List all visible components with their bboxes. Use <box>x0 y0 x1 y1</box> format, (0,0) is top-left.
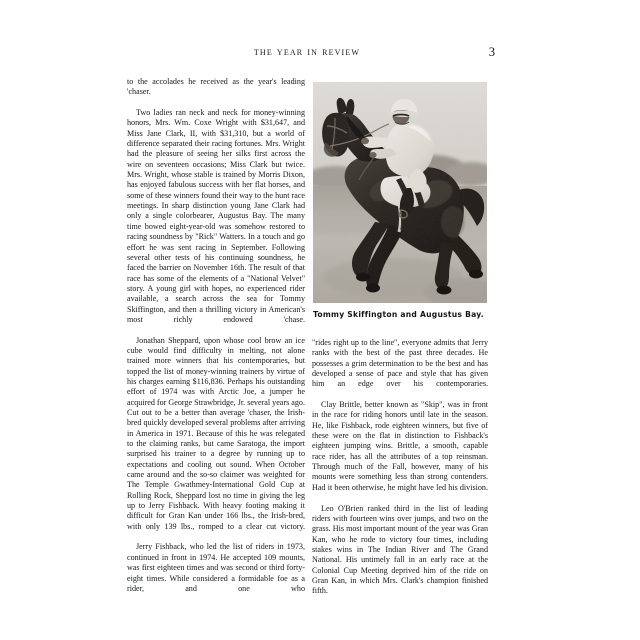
running-head <box>127 45 495 64</box>
photo-caption: Tommy Skiffington and Augustus Bay. <box>313 310 484 319</box>
paragraph: Clay Brittle, better known as "Skip", was in front in the race for riding honors until late in the season. He, like Fishback, rode eighteen winners, but five of these were on the flat in distinction to Fishback's eighteen jumping wins. Brittle, a smooth, capable race rider, has all the attributes of a top reinsman. Through much of the Fall, however, many of his mounts were something less than strong contenders. Had it been otherwise, he might have led his division. <box>312 400 488 492</box>
body-column-right <box>312 338 488 607</box>
jockey-on-horse-photograph <box>313 82 487 303</box>
photograph-image <box>313 82 487 303</box>
body-column-left <box>127 77 305 605</box>
photo-figure <box>313 82 487 319</box>
paragraph: Two ladies ran neck and neck for money-winning honors, Mrs. Wm. Coxe Wright with $31,647, and Miss Jane Clark, II, with $31,310, but a world of difference separated their racing fortunes. Mrs. Wright had the pleasure of seeing her silks first across the wire on seventeen occasions; Miss Clark but twice. Mrs. Wright, whose stable is trained by Morris Dixon, has enjoyed fabulous success with her flat horses, and some of these winners found their way to the hunt race meetings. In sharp distinction young Jane Clark had only a single colorbearer, Augustus Bay. The many time bowed eight-year-old was somehow restored to racing soundness by "Rick" Watters. In a touch and go effort he was sent racing in September. Following several other tests of his continuing soundness, he faced the barrier on November 16th. The result of that race has some of the elements of a "National Velvet" story. A young girl with hopes, no experienced rider available, a search across the sea for Tommy Skiffington, and then a thrilling victory in American's most richly endowed 'chase. <box>127 108 305 324</box>
page-title: the year in review <box>253 46 361 58</box>
paragraph: Jonathan Sheppard, upon whose cool brow an ice cube would find difficulty in melting, not alone trained more winners that his contemporaries, but topped the list of money-winning trainers by virtue of his charges earning $116,836. Perhaps his outstanding effort of 1974 was with Arctic Joe, a jumper he acquired for George Strawbridge, Jr. several years ago. Cut out to be a better than average 'chaser, the Irish-bred quickly developed several problems after arriving in America in 1971. Because of this he was relegated to the claiming ranks, but came Saratoga, the import surprised his trainer to a degree by running up to expectations and cooling out sound. When October came around and the so-so claimer was weighted for The Temple Gwathmey-International Gold Cup at Rolling Rock, Sheppard lost no time in giving the leg up to Jerry Fishback. With heavy footing making it difficult for Gran Kan under 166 lbs., the Irish-bred, with only 139 lbs., romped to a clear cut victory. <box>127 335 305 531</box>
paragraph: Jerry Fishback, who led the list of riders in 1973, continued in front in 1974. He accepted 109 mounts, was first eighteen times and was second or third forty-eight times. While considered a formidable foe as a rider, and one who <box>127 542 305 593</box>
page-number: 3 <box>488 45 495 59</box>
paragraph: Leo O'Brien ranked third in the list of leading riders with fourteen wins over jumps, and two on the grass. His most important mount of the year was Gran Kan, who he rode to victory four times, including stakes wins in The Indian River and The Grand National. His untimely fall in an early race at the Colonial Cup Meeting deprived him of the ride on Gran Kan, in which Mrs. Clark's champion finished fifth. <box>312 503 488 596</box>
paragraph: "rides right up to the line", everyone admits that Jerry ranks with the best of the past three decades. He possesses a grim determination to be the best and has developed a sense of pace and style that has given him an edge over his contemporaries. <box>312 338 488 389</box>
paragraph: to the accolades he received as the year's leading 'chaser. <box>127 77 305 97</box>
